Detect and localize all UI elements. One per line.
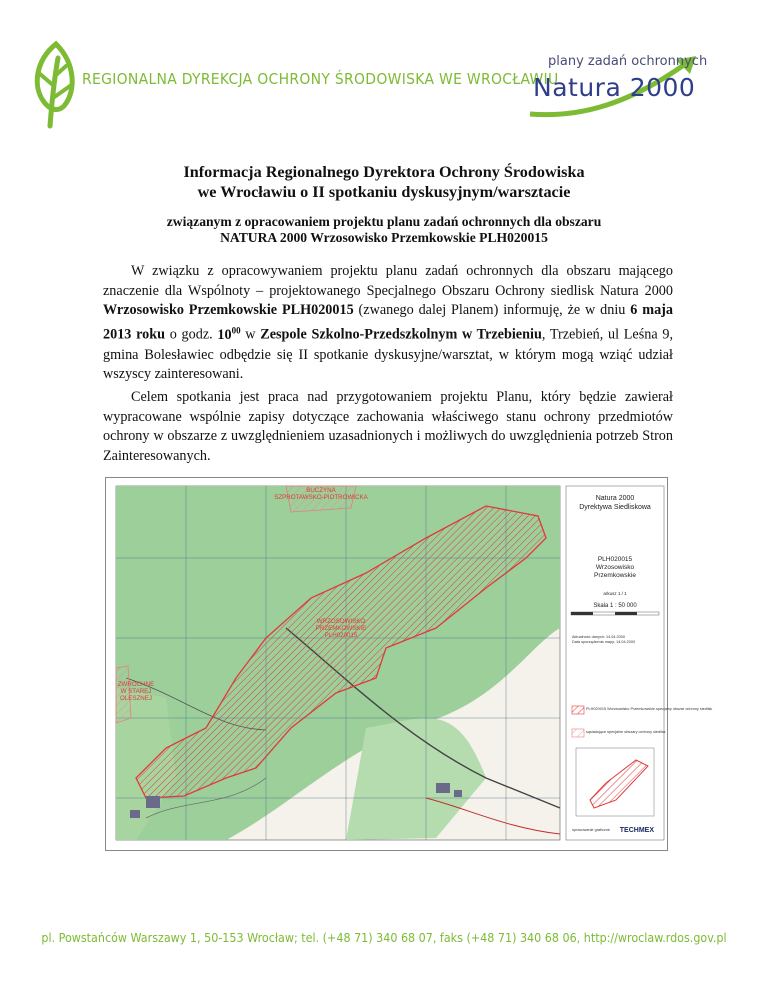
legend-item-1: PLH020015 Wrzosowisko Przemkowskie specjalny obszar ochrony siedlisk bbox=[586, 707, 713, 711]
p1-site-name: Wrzosowisko Przemkowskie PLH020015 bbox=[103, 302, 354, 319]
paragraph-2 bbox=[103, 388, 673, 467]
p2-text: Celem spotkania jest praca nad przygotowaniem projektu Planu, który będzie zawierał wypracowane wspólnie zapisy dotyczące zachowania właściwego stanu ochrony przedmiotów ochrony w obszarze z uwzględnieniem uzasadnionych i możliwych do uwzględnienia potrzeb Stron Zainteresowanych. bbox=[103, 389, 673, 465]
rdos-leaf-logo bbox=[30, 40, 82, 130]
paragraph-1 bbox=[103, 262, 673, 385]
legend-scale: Skala 1 : 50 000 bbox=[593, 603, 637, 609]
map-label-main: PLH020015 bbox=[324, 632, 358, 639]
legend-update: Data sporządzenia mapy: 14.04.2000 bbox=[572, 640, 636, 644]
p1-text-f: w bbox=[240, 326, 261, 343]
legend-sheet: arkusz 1 / 1 bbox=[603, 591, 627, 596]
natura-name: Natura 2000 bbox=[533, 73, 696, 102]
legend-code: PLH020015 bbox=[597, 556, 633, 563]
legend-update: Aktualność danych: 14.04.2000 bbox=[572, 635, 625, 639]
p1-time: $10^{00}$ bbox=[217, 325, 241, 343]
legend-name: Wrzosowisko bbox=[595, 564, 635, 571]
site-map bbox=[105, 477, 713, 851]
p1-venue: Zespole Szkolno-Przedszkolnym w Trzebieniu bbox=[260, 326, 542, 343]
legend-title: Natura 2000 bbox=[595, 495, 635, 502]
map-label-left: W STAREJ bbox=[120, 688, 152, 695]
legend-title: Dyrektywa Siedliskowa bbox=[579, 504, 651, 511]
title-line-2: we Wrocławiu o II spotkaniu dyskusyjnym/warsztacie bbox=[197, 183, 571, 201]
footer-contact: pl. Powstańców Warszawy 1, 50-153 Wrocław; tel. (+48 71) 340 68 07, faks (+48 71) 340 68 06, http://wroclaw.rdos.gov.pl bbox=[41, 930, 727, 945]
legend-item-2: sąsiadujące specjalne obszary ochrony siedlisk bbox=[586, 730, 666, 734]
p1-date: 6 maja 2013 roku bbox=[103, 302, 673, 343]
p1-text-c: (zwanego dalej Planem) informuję, że w dniu bbox=[353, 302, 631, 319]
title-line-1: Informacja Regionalnego Dyrektora Ochrony Środowiska bbox=[183, 163, 585, 181]
p1-text-a: W związku z opracowywaniem projektu planu zadań ochronnych dla obszaru mającego znaczenie dla Wspólnoty – projektowanego Specjalnego Obszaru Ochrony siedlisk Natura 2000 bbox=[103, 263, 673, 299]
p1-text-h: , Trzebień, ul Leśna 9, gmina Bolesławiec odbędzie się II spotkanie dyskusyjne/warsztat, w którym mogą wziąć udział wszyscy zainteresowani. bbox=[103, 326, 673, 383]
legend-swatch bbox=[572, 706, 584, 714]
p1-text-e: o godz. bbox=[165, 326, 218, 343]
subtitle-line-2: NATURA 2000 Wrzosowisko Przemkowskie PLH020015 bbox=[220, 230, 548, 245]
legend-logo: TECHMEX bbox=[619, 827, 654, 834]
map-label-left: OLESZNEJ bbox=[120, 695, 152, 702]
map-label-top: SZPROTAWSKO-PIOTROWICKA bbox=[274, 494, 368, 501]
map-label-main: WRZOSOWISKO bbox=[316, 618, 366, 625]
legend-name: Przemkowskie bbox=[594, 572, 636, 579]
map-label-top: BUCZYNA bbox=[306, 487, 336, 494]
subtitle-line-1: związanym z opracowaniem projektu planu zadań ochronnych dla obszaru bbox=[166, 214, 602, 229]
natura-tagline: plany zadań ochronnych bbox=[548, 54, 708, 69]
map-label-main: PRZEMKOWSKIE bbox=[315, 625, 367, 632]
org-name: REGIONALNA DYREKCJA OCHRONY ŚRODOWISKA WE WROCŁAWIU bbox=[82, 70, 559, 88]
document-title bbox=[80, 162, 688, 202]
document-subtitle bbox=[80, 214, 688, 246]
legend-swatch bbox=[572, 729, 584, 737]
legend-credit: opracowanie graficzne bbox=[572, 828, 610, 832]
map-label-left: ZWROCHNE bbox=[117, 681, 155, 688]
